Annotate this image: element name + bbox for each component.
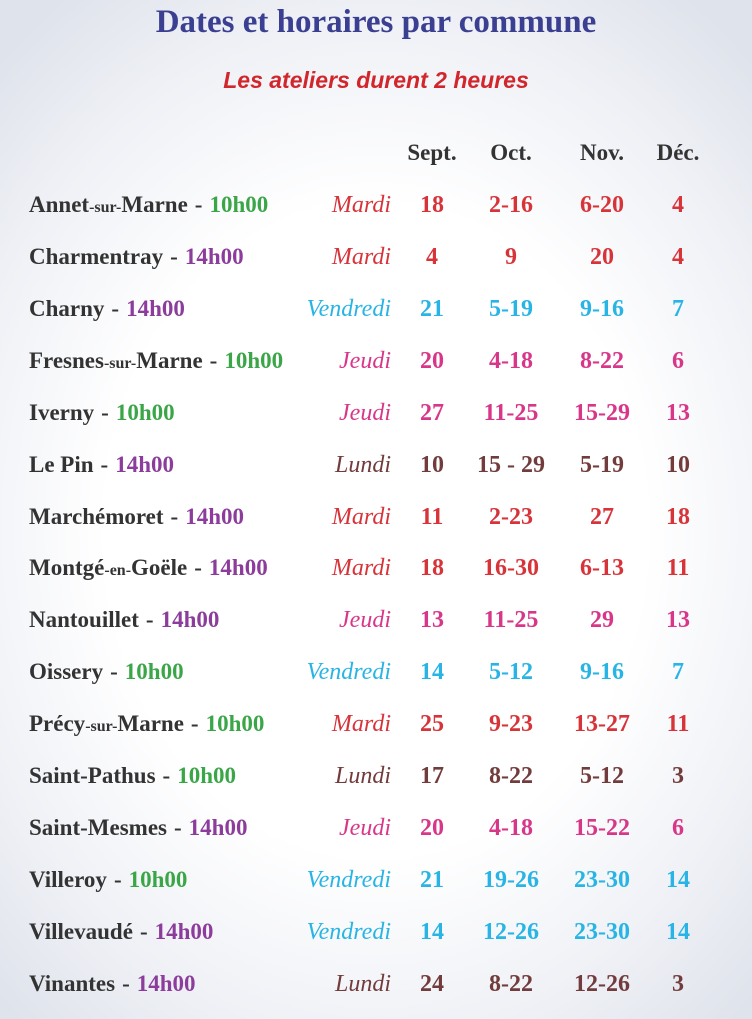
page-title: Dates et horaires par commune [155, 4, 597, 40]
weekday: Mardi [331, 243, 391, 270]
date-sept: 20 [420, 815, 444, 842]
commune-cell [29, 387, 175, 439]
month-header-row [0, 138, 752, 168]
commune-name: -sur- [103, 354, 137, 372]
date-nov: 13-27 [574, 711, 630, 738]
commune-cell [29, 594, 219, 646]
date-sept: 4 [426, 243, 438, 270]
date-oct: 12-26 [483, 918, 539, 945]
weekday: Mardi [331, 192, 391, 218]
date-sept: 14 [420, 918, 444, 945]
session-time: 14h00 [115, 451, 174, 477]
time-separator: - [122, 970, 130, 996]
time-separator: - [194, 555, 202, 581]
time-separator: - [190, 711, 199, 737]
weekday: Vendredi [306, 866, 391, 893]
date-nov: 9-16 [580, 659, 624, 686]
date-oct: 11-25 [483, 399, 539, 426]
table-row [0, 491, 752, 543]
time-separator: - [162, 763, 171, 789]
date-dec: 10 [666, 451, 690, 478]
date-nov: 5-19 [580, 451, 624, 478]
weekday: Vendredi [306, 918, 391, 945]
commune-cell [29, 179, 268, 234]
date-oct: 2-23 [489, 503, 533, 530]
weekday: Jeudi [339, 347, 391, 374]
weekday: Jeudi [339, 607, 391, 634]
date-oct: 5-19 [489, 295, 533, 322]
session-time: 14h00 [160, 607, 220, 633]
date-dec: 13 [666, 607, 690, 634]
date-sept: 13 [420, 607, 444, 634]
commune-name: Nantouillet [29, 607, 139, 633]
date-oct: 8-22 [489, 763, 533, 790]
date-nov: 6-20 [580, 192, 624, 218]
time-separator: - [100, 451, 109, 477]
session-time: 14h00 [188, 815, 248, 841]
commune-name: Fresnes [29, 347, 104, 373]
commune-cell [29, 542, 268, 597]
commune-name: Marne [136, 347, 203, 373]
commune-name: Le Pin [29, 451, 94, 477]
time-separator: - [145, 607, 154, 633]
commune-name: Charmentray [29, 243, 164, 269]
date-oct: 11-25 [483, 607, 539, 634]
commune-name: Annet [29, 192, 90, 217]
date-dec: 11 [666, 711, 690, 738]
time-separator: - [170, 503, 179, 529]
commune-name: Saint-Pathus [29, 763, 156, 789]
table-row [0, 906, 752, 958]
commune-cell [29, 802, 247, 854]
weekday: Vendredi [306, 295, 391, 322]
commune-cell [29, 283, 185, 335]
date-nov: 8-22 [580, 347, 624, 374]
date-nov: 23-30 [574, 866, 630, 893]
date-oct: 4-18 [489, 347, 533, 374]
commune-name: Villeroy [29, 866, 107, 892]
date-sept: 24 [420, 970, 444, 997]
date-sept: 17 [420, 763, 444, 790]
date-nov: 20 [590, 243, 614, 270]
date-sept: 25 [420, 711, 444, 738]
date-nov: 5-12 [580, 763, 624, 790]
session-time: 10h00 [177, 763, 237, 789]
table-row [0, 594, 752, 646]
session-time: 10h00 [115, 399, 175, 425]
date-dec: 3 [672, 763, 684, 790]
time-separator: - [101, 399, 109, 425]
date-sept: 20 [420, 347, 444, 374]
session-time: 14h00 [184, 243, 244, 269]
table-row [0, 231, 752, 283]
table-row [0, 958, 752, 1010]
date-sept: 18 [420, 192, 444, 218]
commune-name: Montgé [29, 555, 105, 581]
date-oct: 15 - 29 [477, 451, 545, 478]
month-header-oct: Oct. [490, 140, 532, 165]
time-separator: - [170, 243, 178, 269]
date-sept: 11 [420, 503, 444, 530]
date-sept: 27 [420, 399, 444, 426]
commune-name: -en- [104, 562, 132, 580]
date-dec: 14 [666, 866, 690, 893]
table-row [0, 179, 752, 231]
date-sept: 21 [420, 866, 444, 893]
session-time: 14h00 [126, 295, 185, 321]
commune-name: -sur- [85, 718, 118, 736]
time-separator: - [194, 192, 203, 217]
date-nov: 29 [590, 607, 614, 634]
time-separator: - [113, 866, 122, 892]
time-separator: - [111, 295, 120, 321]
weekday: Mardi [331, 503, 391, 530]
date-oct: 8-22 [489, 970, 533, 997]
table-row [0, 646, 752, 698]
date-oct: 9 [505, 243, 517, 270]
commune-name: Villevaudé [29, 918, 133, 944]
session-time: 14h00 [136, 970, 196, 996]
session-time: 10h00 [205, 711, 265, 737]
commune-cell [29, 750, 236, 802]
commune-name: Marchémoret [29, 503, 164, 529]
date-dec: 4 [672, 243, 684, 270]
commune-name: Iverny [29, 399, 95, 425]
date-oct: 16-30 [483, 555, 539, 582]
commune-name: Goële [131, 555, 188, 581]
date-nov: 27 [590, 503, 614, 530]
date-dec: 3 [672, 970, 684, 997]
time-separator: - [139, 918, 148, 944]
table-row [0, 802, 752, 854]
commune-name: Vinantes [29, 970, 116, 996]
commune-cell [29, 491, 244, 543]
commune-cell [29, 231, 244, 283]
commune-name: Précy [29, 711, 86, 737]
weekday: Lundi [334, 970, 391, 997]
commune-name: -sur- [89, 199, 122, 216]
session-time: 10h00 [124, 659, 184, 685]
table-row [0, 387, 752, 439]
date-nov: 23-30 [574, 918, 630, 945]
commune-name: Marne [117, 711, 184, 737]
date-dec: 13 [666, 399, 690, 426]
table-row [0, 750, 752, 802]
date-dec: 18 [666, 503, 690, 530]
commune-name: Charny [29, 295, 105, 321]
weekday: Mardi [331, 555, 391, 582]
time-separator: - [173, 815, 182, 841]
time-separator: - [110, 659, 118, 685]
table-row [0, 439, 752, 491]
date-dec: 7 [672, 295, 684, 322]
date-sept: 14 [420, 659, 444, 686]
date-sept: 10 [420, 451, 444, 478]
commune-cell [29, 906, 213, 958]
date-oct: 5-12 [489, 659, 533, 686]
date-nov: 12-26 [574, 970, 630, 997]
date-dec: 4 [672, 192, 684, 218]
session-time: 10h00 [224, 347, 284, 373]
date-sept: 21 [420, 295, 444, 322]
time-separator: - [209, 347, 218, 373]
commune-cell [29, 698, 264, 753]
session-time: 10h00 [128, 866, 188, 892]
weekday: Lundi [334, 763, 391, 790]
table-row [0, 698, 752, 750]
session-time: 14h00 [208, 555, 268, 581]
weekday: Jeudi [339, 815, 391, 842]
date-nov: 15-29 [574, 399, 630, 426]
commune-cell [29, 646, 184, 698]
schedule-table [0, 179, 752, 1010]
commune-name: Marne [121, 192, 188, 217]
weekday: Jeudi [339, 399, 391, 426]
date-oct: 2-16 [489, 192, 533, 218]
weekday: Vendredi [306, 659, 391, 686]
date-dec: 6 [672, 347, 684, 374]
weekday: Lundi [334, 451, 391, 478]
date-nov: 15-22 [574, 815, 630, 842]
commune-name: Oissery [29, 659, 104, 685]
commune-name: Saint-Mesmes [29, 815, 167, 841]
month-header-sept: Sept. [407, 140, 457, 165]
table-row [0, 335, 752, 387]
page-subtitle: Les ateliers durent 2 heures [223, 67, 529, 93]
weekday: Mardi [331, 711, 391, 738]
date-dec: 7 [672, 659, 684, 686]
commune-cell [29, 439, 174, 491]
session-time: 14h00 [154, 918, 214, 944]
date-oct: 19-26 [483, 866, 539, 893]
commune-cell [29, 854, 187, 906]
commune-cell [29, 335, 283, 390]
month-header-nov: Nov. [579, 140, 625, 165]
table-row [0, 854, 752, 906]
date-oct: 4-18 [489, 815, 533, 842]
date-nov: 9-16 [580, 295, 624, 322]
date-sept: 18 [420, 555, 444, 582]
date-nov: 6-13 [580, 555, 624, 582]
date-dec: 14 [666, 918, 690, 945]
date-dec: 6 [672, 815, 684, 842]
session-time: 14h00 [185, 503, 244, 529]
date-oct: 9-23 [489, 711, 533, 738]
date-dec: 11 [666, 555, 690, 582]
session-time: 10h00 [209, 192, 269, 217]
commune-cell [29, 958, 196, 1010]
month-header-dec: Déc. [656, 140, 700, 165]
table-row [0, 542, 752, 594]
table-row [0, 283, 752, 335]
